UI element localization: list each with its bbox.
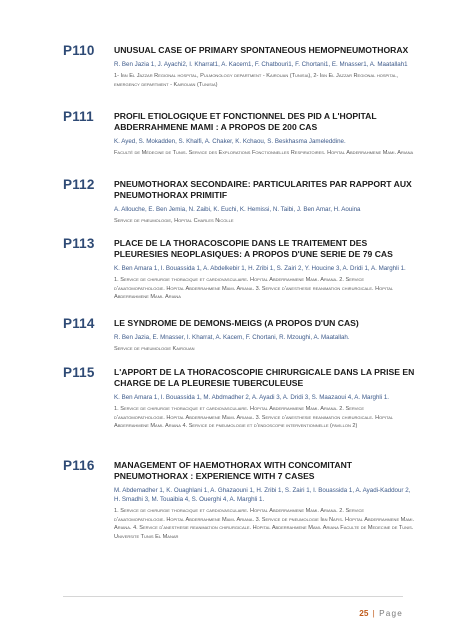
abstract-affiliation: 1. Service de chirurgie thoracique et cardiovasculaire. Hopital Abderrahmene Mami. Ariana. 2. Service d'anatomopathologie. Hopital Abderrahmene Mami. Ariana. 3. Service d'anesthesie reanimation chirurgicale. Hopital Abderrahmene Mami. Ariana 4. Service de pneumologie et d'endoscopie interventionnelle (pavillon 2) xyxy=(114,406,394,430)
abstract-affiliation: Service de pneumologie, Hopital Charles Nicolle xyxy=(114,218,234,224)
abstract-body xyxy=(114,111,416,158)
abstract-authors: K. Ayed, S. Mokadden, S. Khalfi, A. Chaker, K. Kchaou, S. Beskhasma Jameleddine. xyxy=(114,138,346,145)
abstract-code: P112 xyxy=(63,177,95,192)
abstract-body xyxy=(114,318,416,354)
abstract-title: PROFIL ETIOLOGIQUE ET FONCTIONNEL DES PID A L'HOPITAL ABDERRAHMENE MAMI : A PROPOS DE 200 CAS xyxy=(114,111,377,132)
abstract-code: P116 xyxy=(63,458,95,473)
page-footer xyxy=(359,609,403,618)
abstract-affiliation: 1. Service de chirurgie thoracique et cardiovasculaire. Hopital Abderrahmene Mami. Ariana. 2. Service d'anatomopathologie. Hopital Abderrahmene Mami. Ariana. 3. Service d'anesthesie reanimation chirurgicale. Hopital Abderrahmene Mami. Ariana xyxy=(114,277,394,301)
abstract-title: LE SYNDROME DE DEMONS-MEIGS (A PROPOS D'UN CAS) xyxy=(114,318,359,328)
abstract-authors: A. Allouche, E. Ben Jemia, N. Zaibi, K. Euchi, K. Hemissi, N. Taibi, J. Ben Amar, H. Aouina xyxy=(114,206,361,213)
abstract-affiliation: 1- Ibn El Jazzar Regional hospital, Pulmonology department - Kairouan (Tunisia), 2- Ibn El Jazzar Regional hospital, emergency department - Kairouan (Tunisia) xyxy=(114,73,398,88)
abstract-title: UNUSUAL CASE OF PRIMARY SPONTANEOUS HEMOPNEUMOTHORAX xyxy=(114,45,409,55)
page-separator: | xyxy=(372,609,375,618)
footer-divider xyxy=(63,596,403,597)
abstract-title: L'APPORT DE LA THORACOSCOPIE CHIRURGICALE DANS LA PRISE EN CHARGE DE LA PLEURESIE TUBERCULEUSE xyxy=(114,367,415,388)
abstract-affiliation: Service de pneumologie Kairouan xyxy=(114,346,195,352)
abstract-code: P114 xyxy=(63,316,95,331)
abstract-authors: M. Abdemadher 1, K. Ouaghlani 1, A. Ghazaouni 1, H. Zribi 1, S. Zairi 1, I. Bouassida 1, A. Ayadi-Kaddour 2, H. Smadhi 3, M. Touaibia 4, S. Ouerghi 4, A. Marghli 1. xyxy=(114,487,411,503)
abstract-code: P113 xyxy=(63,236,95,251)
abstract-affiliation: 1. Service de chirurgie thoracique et cardiovasculaire. Hopital Abderrahmene Mami. Ariana. 2. Service d'anatomopathologie. Hopital Abderrahmene Mami. Ariana. 3. Service de pneumologie Ibn Nafis. Hopital Abderrahmene Mami. Ariana. 4. Service d'anesthesie reanimation chirurgicale. Hopital Abderrahmene Mami. Ariana Faculte de Medecine de Tunis. Universite Tunis El Manar xyxy=(114,508,414,540)
abstract-affiliation: Faculté de Médecine de Tunis. Service des Explorations Fonctionnelles Respiratoires. Hopital Abderrahmene Mami. Ariana xyxy=(114,150,414,156)
abstract-code: P110 xyxy=(63,43,95,58)
abstract-title: PLACE DE LA THORACOSCOPIE DANS LE TRAITEMENT DES PLEURESIES NEOPLASIQUES: A PROPOS D'UNE SERIE DE 79 CAS xyxy=(114,238,393,259)
abstract-authors: R. Ben Jazia, E. Mnasser, I. Kharrat, A. Kacem, F. Chortani, R. Mzoughi, A. Maatallah. xyxy=(114,334,350,341)
abstract-code: P111 xyxy=(63,109,94,124)
abstract-title: MANAGEMENT OF HAEMOTHORAX WITH CONCOMITANT PNEUMOTHORAX : EXPERIENCE WITH 7 CASES xyxy=(114,460,353,481)
abstract-title: PNEUMOTHORAX SECONDAIRE: PARTICULARITES PAR RAPPORT AUX PNEUMOTHORAX PRIMITIF xyxy=(114,179,412,200)
abstract-authors: R. Ben Jazia 1, J. Ayachi2, I. Kharrat1, A. Kacem1, F. Chatbouri1, F. Chortani1, E. Mnasser1, A. Maatallah1 xyxy=(114,61,408,68)
abstract-code: P115 xyxy=(63,365,95,380)
abstract-authors: K. Ben Amara 1, I. Bouassida 1, M. Abdmadher 2, A. Ayadi 3, A. Dridi 3, S. Maazaoui 4, A. Marghli 1. xyxy=(114,394,390,401)
abstract-body xyxy=(114,238,416,302)
abstract-body xyxy=(114,367,416,431)
abstract-authors: K. Ben Amara 1, I. Bouassida 1, A. Abdelkebir 1, H. Zribi 1, S. Zairi 2, Y. Houcine 3, A. Dridi 1, A. Marghli 1. xyxy=(114,265,406,272)
abstract-body xyxy=(114,179,416,226)
page-word: Page xyxy=(379,609,403,618)
abstract-body xyxy=(114,45,416,89)
abstract-body xyxy=(114,460,416,541)
page-number: 25 xyxy=(359,609,369,618)
